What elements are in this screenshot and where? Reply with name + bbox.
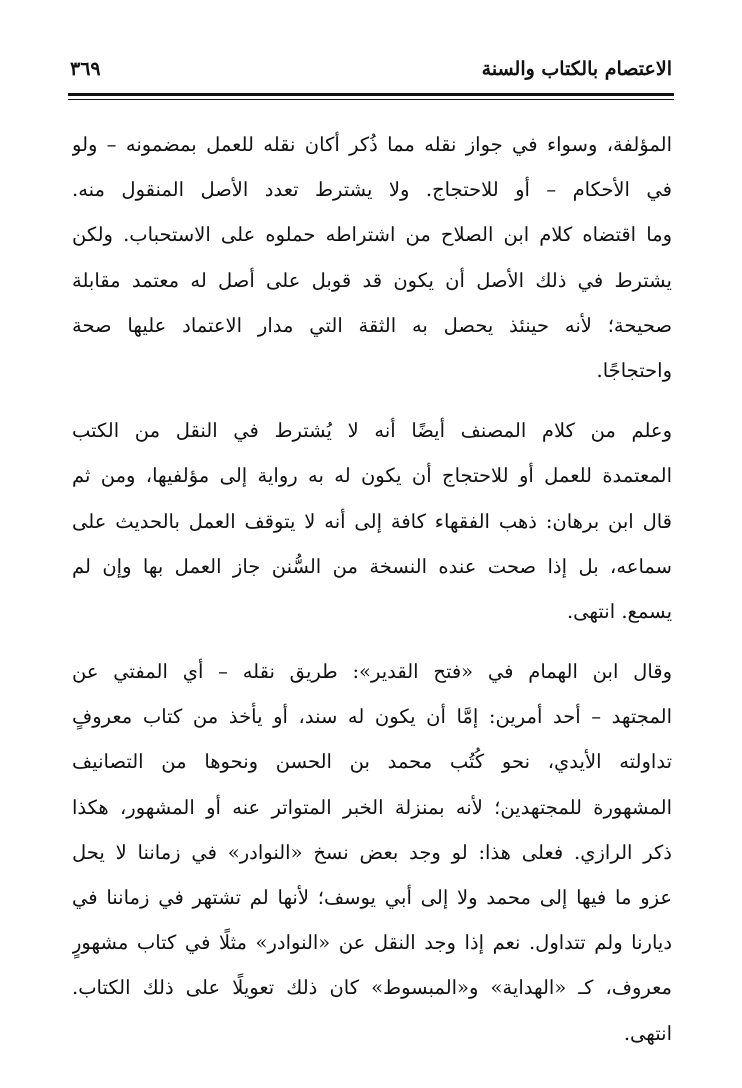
text-line: المشهورة للمجتهدين؛ لأنه بمنزلة الخبر المتواتر عنه أو المشهور، هكذا — [72, 795, 672, 819]
paragraph-1 — [72, 122, 672, 393]
text-line: المؤلفة، وسواء في جواز نقله مما ذُكر أكان نقله للعمل بمضمونه – ولو — [72, 133, 672, 156]
text-line: وقال ابن الهمام في «فتح القدير»: طريق نقله – أي المفتي عن — [72, 660, 672, 684]
text-line: يسمع. انتهى. — [566, 599, 672, 623]
text-line: تداولته الأيدي، نحو كُتُب محمد بن الحسن ونحوها من التصانيف — [72, 750, 672, 774]
page-header — [70, 58, 672, 88]
text-line: ديارنا ولم تتداول. نعم إذا وجد النقل عن «النوادر» مثلًا في كتاب مشهورٍ — [72, 931, 672, 955]
text-line: وعلم من كلام المصنف أيضًا أنه لا يُشترط في النقل من الكتب — [72, 419, 672, 443]
paragraph-3 — [72, 649, 672, 1056]
text-line: وما اقتضاه كلام ابن الصلاح من اشتراطه حملوه على الاستحباب. ولكن — [72, 223, 672, 247]
body-text — [72, 122, 672, 1056]
header-rule-thick — [68, 93, 674, 96]
text-line: سماعه، بل إذا صحت عنده النسخة من السُّنن جاز العمل بها وإن لم — [72, 554, 672, 578]
text-line: معروف، كـ «الهداية» و«المبسوط» كان ذلك تعويلًا على ذلك الكتاب. — [72, 976, 672, 1000]
text-line: المجتهد – أحد أمرين: إمَّا أن يكون له سند، أو يأخذ من كتاب معروفٍ — [72, 705, 672, 729]
text-line: المعتمدة للعمل أو للاحتجاج أن يكون له به رواية إلى مؤلفيها، ومن ثم — [72, 464, 672, 488]
text-line: يشترط في ذلك الأصل أن يكون قد قوبل على أصل له معتمد مقابلة — [72, 268, 672, 292]
text-line: عزو ما فيها إلى محمد ولا إلى أبي يوسف؛ لأنها لم تشتهر في زماننا في — [72, 886, 672, 909]
text-line: واحتجاجًا. — [596, 358, 672, 382]
text-line: قال ابن برهان: ذهب الفقهاء كافة إلى أنه لا يتوقف العمل بالحديث على — [72, 509, 672, 533]
running-title: الاعتصام بالكتاب والسنة — [481, 58, 672, 80]
page-number: ٣٦٩ — [70, 58, 101, 80]
text-line: صحيحة؛ لأنه حينئذ يحصل به الثقة التي مدار الاعتماد عليها صحة — [72, 313, 672, 337]
text-line: في الأحكام – أو للاحتجاج. ولا يشترط تعدد الأصل المنقول منه. — [72, 178, 672, 202]
text-line: ذكر الرازي. فعلى هذا: لو وجد بعض نسخ «النوادر» في زماننا لا يحل — [72, 840, 672, 864]
text-line: انتهى. — [623, 1021, 672, 1045]
paragraph-2 — [72, 408, 672, 634]
header-rule-thin — [68, 99, 674, 100]
